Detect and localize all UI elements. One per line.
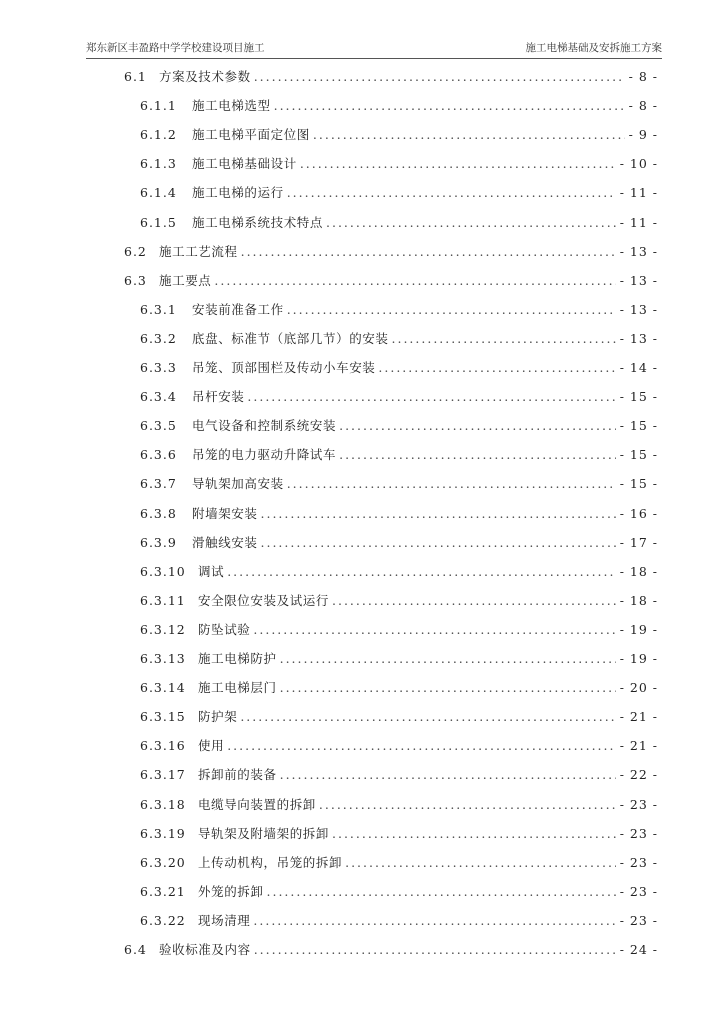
- toc-entry-page-number: - 9 -: [628, 127, 658, 143]
- toc-dot-leader: [240, 709, 615, 724]
- toc-entry[interactable]: [140, 358, 658, 378]
- toc-dot-leader: [254, 942, 616, 957]
- toc-entry-page-number: - 8 -: [628, 98, 658, 114]
- toc-entry-page-number: - 23 -: [619, 825, 658, 841]
- toc-entry-page-number: - 20 -: [619, 680, 658, 696]
- toc-entry-number: 6.1.4: [140, 185, 177, 201]
- toc-entry[interactable]: [140, 183, 658, 203]
- toc-dot-leader: [214, 273, 615, 288]
- toc-entry-page-number: - 8 -: [628, 69, 658, 84]
- toc-entry-page-number: - 15 -: [619, 418, 658, 434]
- toc-dot-leader: [326, 215, 616, 230]
- toc-entry-number: 6.3.15: [140, 709, 186, 725]
- toc-entry-number: 6.3.10: [140, 563, 186, 579]
- toc-entry-title: 上传动机构，吊笼的拆卸: [198, 854, 343, 870]
- toc-entry-page-number: - 11 -: [619, 185, 658, 201]
- toc-entry-title: 施工要点: [159, 272, 212, 288]
- toc-entry[interactable]: [140, 620, 658, 640]
- toc-dot-leader: [254, 69, 625, 84]
- toc-entry-page-number: - 22 -: [619, 767, 658, 783]
- toc-entry-page-number: - 23 -: [619, 854, 658, 870]
- toc-entry-title: 施工电梯防护: [198, 651, 277, 666]
- toc-dot-leader: [332, 593, 616, 608]
- toc-entry-page-number: - 16 -: [619, 505, 658, 521]
- toc-entry-page-number: - 15 -: [619, 447, 658, 463]
- toc-dot-leader: [378, 360, 615, 375]
- toc-dot-leader: [287, 476, 616, 491]
- toc-entry[interactable]: [140, 213, 658, 233]
- toc-entry-title: 滑触线安装: [192, 534, 258, 550]
- toc-entry-number: 6.3.11: [140, 592, 186, 608]
- toc-entry-page-number: - 15 -: [619, 389, 658, 405]
- toc-entry[interactable]: [140, 765, 658, 785]
- toc-entry-number: 6.1.2: [140, 127, 177, 143]
- toc-entry[interactable]: [140, 824, 658, 844]
- toc-entry-title: 施工工艺流程: [159, 243, 238, 259]
- toc-entry-page-number: - 19 -: [619, 621, 658, 637]
- toc-dot-leader: [392, 331, 616, 346]
- toc-entry-page-number: - 17 -: [619, 534, 658, 550]
- toc-entry-number: 6.3.7: [140, 476, 177, 492]
- toc-entry-title: 电气设备和控制系统安装: [192, 418, 337, 434]
- toc-dot-leader: [280, 680, 616, 695]
- toc-dot-leader: [339, 447, 616, 462]
- toc-entry-number: 6.3.4: [140, 389, 177, 405]
- toc-entry-number: 6.3.9: [140, 534, 177, 550]
- toc-entry-number: 6.3.19: [140, 825, 186, 841]
- toc-entry[interactable]: [140, 562, 658, 582]
- toc-dot-leader: [287, 302, 616, 317]
- toc-entry-title: 防护架: [198, 709, 238, 725]
- toc-entry-title: 外笼的拆卸: [198, 883, 264, 899]
- header-project-name: 郑东新区丰盈路中学学校建设项目施工: [86, 42, 265, 54]
- toc-entry-page-number: - 23 -: [619, 883, 658, 899]
- toc-entry-title: 施工电梯的运行: [192, 185, 284, 201]
- toc-entry-number: 6.3.12: [140, 621, 186, 637]
- toc-entry[interactable]: [140, 736, 658, 756]
- toc-entry[interactable]: [140, 474, 658, 494]
- toc-dot-leader: [313, 127, 625, 142]
- toc-entry[interactable]: [140, 591, 658, 611]
- toc-entry-number: 6.3.22: [140, 912, 186, 928]
- toc-entry-title: 拆卸前的装备: [198, 767, 277, 783]
- toc-entry[interactable]: [140, 125, 658, 145]
- toc-entry-page-number: - 21 -: [619, 709, 658, 725]
- toc-entry-page-number: - 23 -: [619, 912, 658, 928]
- toc-entry-title: 安全限位安装及试运行: [198, 592, 330, 608]
- toc-entry-number: 6.3.14: [140, 680, 186, 696]
- toc-entry[interactable]: [140, 649, 658, 669]
- toc-entry[interactable]: [124, 940, 658, 960]
- toc-entry-number: 6.3.20: [140, 854, 186, 870]
- toc-dot-leader: [247, 389, 615, 404]
- toc-dot-leader: [253, 913, 615, 928]
- header-document-title: 施工电梯基础及安拆施工方案: [525, 42, 662, 54]
- toc-dot-leader: [345, 855, 616, 870]
- toc-dot-leader: [267, 884, 616, 899]
- toc-dot-leader: [280, 767, 616, 782]
- toc-entry-number: 6.3.21: [140, 883, 186, 899]
- toc-entry-title: 现场清理: [198, 912, 251, 928]
- toc-entry[interactable]: [140, 795, 658, 815]
- toc-entry[interactable]: [140, 96, 658, 116]
- toc-entry-title: 导轨架加高安装: [192, 476, 284, 492]
- toc-entry-number: 6.1.3: [140, 156, 177, 172]
- toc-entry[interactable]: [140, 387, 658, 407]
- toc-entry-title: 附墙架安装: [192, 505, 258, 521]
- toc-entry-page-number: - 18 -: [619, 592, 658, 608]
- toc-entry[interactable]: [140, 678, 658, 698]
- toc-entry-number: 6.3.3: [140, 360, 177, 375]
- toc-entry[interactable]: [140, 853, 658, 873]
- toc-entry-title: 底盘、标准节（底部几节）的安装: [192, 330, 389, 346]
- toc-entry-page-number: - 10 -: [619, 156, 658, 172]
- toc-dot-leader: [274, 98, 625, 113]
- toc-entry-title: 施工电梯系统技术特点: [192, 214, 324, 230]
- toc-entry-title: 吊笼、顶部围栏及传动小车安装: [192, 360, 376, 375]
- toc-entry-page-number: - 11 -: [619, 214, 658, 230]
- toc-entry[interactable]: [140, 416, 658, 436]
- toc-entry-page-number: - 18 -: [619, 563, 658, 579]
- toc-entry[interactable]: [140, 504, 658, 524]
- toc-entry-title: 调试: [198, 563, 225, 579]
- toc-entry-page-number: - 15 -: [619, 476, 658, 492]
- toc-entry[interactable]: [140, 300, 658, 320]
- toc-entry-title: 方案及技术参数: [159, 69, 251, 84]
- toc-dot-leader: [253, 622, 615, 637]
- page-header: [86, 40, 662, 59]
- toc-entry[interactable]: [140, 882, 658, 902]
- toc-entry-title: 安装前准备工作: [192, 301, 284, 317]
- toc-entry[interactable]: [124, 67, 658, 87]
- toc-entry-page-number: - 13 -: [619, 301, 658, 317]
- toc-entry-title: 电缆导向装置的拆卸: [198, 796, 316, 812]
- toc-entry-number: 6.2: [124, 243, 147, 259]
- toc-entry-number: 6.1: [124, 69, 147, 84]
- toc-entry-number: 6.3.18: [140, 796, 186, 812]
- toc-entry[interactable]: [140, 533, 658, 553]
- toc-entry-number: 6.3.8: [140, 505, 177, 521]
- toc-entry[interactable]: [140, 911, 658, 931]
- toc-entry-number: 6.3.6: [140, 447, 177, 463]
- toc-entry[interactable]: [124, 242, 658, 262]
- toc-entry-number: 6.3.1: [140, 301, 177, 317]
- toc-dot-leader: [227, 564, 615, 579]
- toc-entry-number: 6.1.1: [140, 98, 177, 114]
- toc-entry-number: 6.4: [124, 942, 147, 957]
- toc-dot-leader: [300, 156, 616, 171]
- toc-entry[interactable]: [140, 154, 658, 174]
- toc-entry-number: 6.3.2: [140, 330, 177, 346]
- toc-entry-title: 施工电梯层门: [198, 680, 277, 696]
- toc-entry[interactable]: [124, 271, 658, 291]
- toc-entry-title: 验收标准及内容: [159, 942, 251, 957]
- toc-dot-leader: [241, 244, 616, 259]
- toc-entry-title: 使用: [198, 738, 225, 754]
- toc-entry-title: 施工电梯平面定位图: [192, 127, 310, 143]
- toc-entry-page-number: - 23 -: [619, 796, 658, 812]
- toc-entry-page-number: - 13 -: [619, 272, 658, 288]
- toc-dot-leader: [280, 651, 616, 666]
- toc-entry-title: 施工电梯基础设计: [192, 156, 297, 172]
- toc-dot-leader: [261, 506, 616, 521]
- toc-entry[interactable]: [140, 329, 658, 349]
- toc-entry-page-number: - 13 -: [619, 330, 658, 346]
- toc-entry[interactable]: [140, 445, 658, 465]
- toc-dot-leader: [332, 826, 616, 841]
- toc-dot-leader: [339, 418, 616, 433]
- toc-entry-page-number: - 14 -: [619, 360, 658, 375]
- toc-entry-number: 6.3: [124, 272, 147, 288]
- toc-entry-title: 施工电梯选型: [192, 98, 271, 114]
- toc-entry[interactable]: [140, 707, 658, 727]
- toc-dot-leader: [227, 738, 615, 753]
- toc-dot-leader: [319, 797, 616, 812]
- toc-entry-page-number: - 21 -: [619, 738, 658, 754]
- toc-entry-page-number: - 24 -: [619, 942, 658, 957]
- toc-dot-leader: [287, 185, 616, 200]
- toc-entry-number: 6.3.17: [140, 767, 186, 783]
- toc-entry-title: 吊杆安装: [192, 389, 245, 405]
- toc-entry-title: 吊笼的电力驱动升降试车: [192, 447, 337, 463]
- toc-dot-leader: [261, 535, 616, 550]
- toc-entry-page-number: - 13 -: [619, 243, 658, 259]
- toc-entry-title: 防坠试验: [198, 621, 251, 637]
- toc-entry-number: 6.3.16: [140, 738, 186, 754]
- toc-entry-number: 6.3.13: [140, 651, 186, 666]
- toc-entry-page-number: - 19 -: [619, 651, 658, 666]
- toc-entry-number: 6.1.5: [140, 214, 177, 230]
- toc-entry-title: 导轨架及附墙架的拆卸: [198, 825, 330, 841]
- toc-entry-number: 6.3.5: [140, 418, 177, 434]
